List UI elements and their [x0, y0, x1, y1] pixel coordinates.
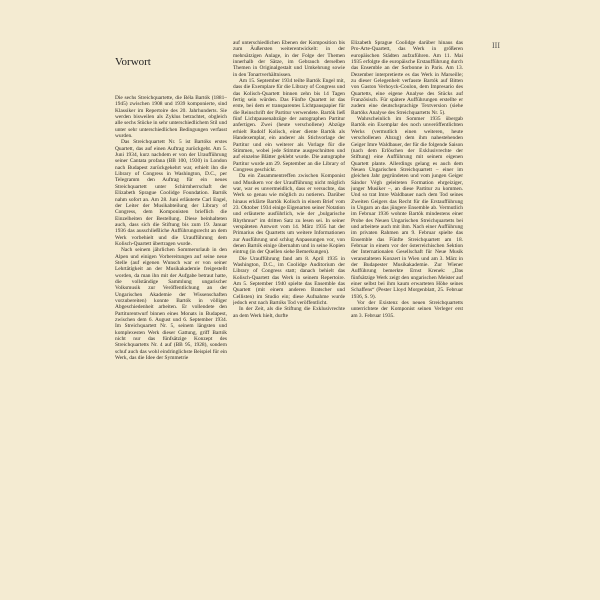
paragraph: Die sechs Streichquartette, die Béla Bartók (1881–1945) zwischen 1908 und 1939 komponierte, sind Klassiker im Repertoire des 20. Jahrhunderts. Sie werden bisweilen als Zyklus betrachtet, obgleich alle sechs Stücke in sehr unterschiedlichem Stil und unter sehr unterschiedlichen Bedingungen verfasst wurden.: [115, 95, 227, 140]
page-title: Vorwort: [115, 56, 151, 68]
paragraph: Vor der Existenz des neuen Streichquartetts unterrichtete der Komponist seinen Verleger erst am 3. Februar 1935.: [351, 300, 463, 319]
paragraph: Die Uraufführung fand am 8. April 1935 in Washington, D.C., im Coolidge Auditorium der Library of Congress statt; danach behielt das Kolisch-Quartett das Werk in seinem Repertoire. Am 5. September 1940 spielte das Ensemble das Quartett (mit einem anderen Bratscher und Cellisten) im Studio ein; diese Aufnahme wurde jedoch erst nach Bartóks Tod veröffentlicht.: [233, 255, 345, 307]
paragraph: In der Zeit, als die Stiftung die Exklusivrechte an dem Werk hielt, durfte: [233, 306, 345, 319]
page-number: III: [492, 41, 500, 50]
text-column-1: [115, 95, 227, 575]
paragraph: Elizabeth Sprague Coolidge darüber hinaus das Pro-Arte-Quartett, das Werk in größeren europäischen Städten aufzuführen. Am 11. Mai 1935 erfolgte die europäische Erstaufführung durch das Ensemble an der Sorbonne in Paris. Am 13. Dezember interpretierte es das Werk in Marseille; zu dieser Gelegenheit verfasste Bartók auf Bitten von Gaston Verhoyck-Coulon, dem Impresario des Quartetts, eine eigene Analyse des Stücks auf Französisch. Für spätere Aufführungen erstellte er zudem eine deutschsprachige Textversion (siehe Bartóks Analyse des Streichquartetts Nr. 5).: [351, 40, 463, 116]
paragraph: auf unterschiedlichen Ebenen der Komposition bis zum Äußersten weiterentwickelt: in der mehrsätzigen Anlage, in der Folge der Themen innerhalb der Sätze, im Gebrauch derselben Themen in Originalgestalt und Umkehrung sowie in den Tonartverhältnissen.: [233, 40, 345, 78]
paragraph: Das Streichquartett Nr. 5 ist Bartóks erstes Quartett, das auf einen Auftrag zurückgeht. Am 5. Juni 1934, kurz nachdem er von der Uraufführung seiner Cantata profana (BB 100, 1930) in London nach Budapest zurückgekehrt war, erhielt ihn die Library of Congress in Washington, D.C., per Telegramm den Auftrag für ein neues Streichquartett unter Schirmherrschaft der Elizabeth Sprague Coolidge Foundation. Bartók nahm sofort an. Am 28. Juni erläuterte Carl Engel, der Leiter der Musikabteilung der Library of Congress, dem Komponisten brieflich die Einzelheiten der Bestellung. Diese beinhalteten auch, dass sich die Stiftung bis zum 19. Januar 1936 das ausschließliche Aufführungsrecht an dem Werk vorbehielt und die Uraufführung dem Kolisch-Quartett übertragen wurde.: [115, 139, 227, 247]
text-column-2: [233, 40, 345, 575]
paragraph: Da ein Zusammentreffen zwischen Komponist und Musikern vor der Uraufführung nicht möglich war, war es unvermeidlich, dass er versuchte, das Werk so genau wie möglich zu notieren. Darüber hinaus erklärte Bartók Kolisch in einem Brief vom 23. Oktober 1934 einige Eigenarten seiner Notation und erläuterte ausführlich, wie der „bulgarische Rhythmus“ im dritten Satz zu lesen sei. In seiner verspäteten Antwort vom 14. März 1935 hat der Primarius des Quartetts um weitere Informationen zur Ausführung und schlug Anpassungen vor, von denen Bartók einige übernahm und in seine Kopien eintrug (in der Quellen siehe Bemerkungen).: [233, 173, 345, 256]
text-column-3: [351, 40, 463, 575]
paragraph: Nach seinem jährlichen Sommerurlaub in den Alpen und einigen Vorbereitungen auf seine neue Stelle (auf eigenen Wunsch war er von seiner Lehrtätigkeit an der Musikakademie freigestellt worden, da man ihn mit der Aufgabe betraut hatte, die vollständige Sammlung ungarischer Volksmusik zur Veröffentlichung an der Ungarischen Akademie der Wissenschaften vorzubereiten) konnte Bartók in völliger Abgeschiedenheit arbeiten. Er vollendete den Partiturentwurf binnen eines Monats in Budapest, zwischen dem 6. August und 6. September 1934. Im Streichquartett Nr. 5, seinem längsten und komplexesten Werk dieser Gattung, griff Bartók nicht nur das fünfsätzige Konzept des Streichquartetts Nr. 4 auf (BB 95, 1928), sondern schuf auch das wohl eindringlichste Beispiel für ein Werk, das die Idee der Symmetrie: [115, 247, 227, 362]
paragraph: Am 15. September 1934 teilte Bartók Engel mit, dass die Exemplare für die Library of Congress und das Kolisch-Quartett binnen zehn bis 14 Tagen fertig sein würden. Das Fünfte Quartett ist das erste, bei dem er transparentes Lichtpauspapier für die Reinschrift der Partitur verwendete. Bartók ließ fünf Lichtpausenabzüge der autographen Partitur anfertigen. Zwei (heute verschollene) Abzüge erhielt Rudolf Kolisch, einer diente Bartók als Handexemplar, ein anderer als Stichvorlage der Partitur und ein weiterer als Vorlage für die Stimmen, wobei jede Stimme ausgeschnitten und auf einzelne Blätter geklebt wurde. Die autographe Partitur wurde am 29. September an die Library of Congress geschickt.: [233, 78, 345, 173]
paragraph: Wahrscheinlich im Sommer 1935 übergab Bartók ein Exemplar des noch unveröffentlichten Werks (vermutlich einen weiteren, heute verschollenen Abzug) dem ihm nahestehenden Geiger Imre Waldbauer, der für die folgende Saison (nach dem Erlöschen der Exklusivrechte der Stiftung) eine Aufführung mit seinem eigenen Quartett plante. Allerdings gelang es auch dem Neuen Ungarischen Streichquartett – einer im gleichen Jahr gegründeten und vom jungen Geiger Sándor Végh geleiteten Formation ehrgeiziger, junger Musiker –, an diese Partitur zu kommen. Und so trat Imre Waldbauer nach dem Tod seines Zweiten Geigers das Recht für die Erstaufführung in Ungarn an das jüngere Ensemble ab. Vermutlich im Februar 1936 wohnte Bartók mindestens einer Probe des Neuen Ungarischen Streichquartetts bei und arbeitete auch mit ihm. Nach einer Aufführung im privaten Rahmen am 9. Februar spielte das Ensemble das Fünfte Streichquartett am 18. Februar in einem vor der österreichischen Sektion der Internationalen Gesellschaft für Neue Musik veranstalteten Konzert in Wien und am 3. März in der Budapester Musikakademie. Zur Wiener Aufführung bemerkte Ernst Krenek: „Das fünfsätzige Werk zeigt den ungarischen Meister auf einer selbst bei ihm kaum erwarteten Höhe seines Schaffens“ (Pester Lloyd Morgenblatt, 25. Februar 1936, S. 9).: [351, 116, 463, 300]
